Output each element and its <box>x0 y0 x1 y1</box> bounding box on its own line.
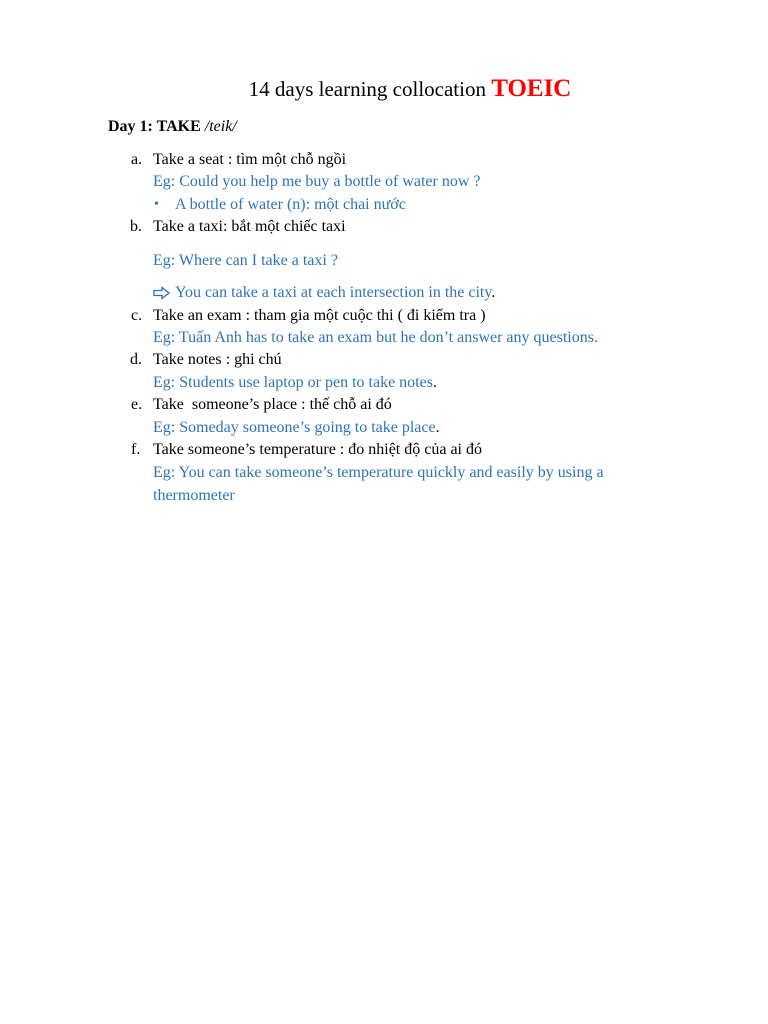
item-b-marker: b. <box>130 218 142 235</box>
day-heading-label: Day 1: TAKE <box>108 118 205 135</box>
item-f-example: Eg: You can take someone’s temperature quickly and easily by using a <box>153 464 604 481</box>
item-b-text: Take a taxi: bắt một chiếc taxi <box>153 218 346 235</box>
item-e-example-line <box>153 417 440 439</box>
page-title-main: 14 days learning collocation <box>248 77 492 101</box>
item-b-example: Eg: Where can I take a taxi ? <box>153 252 338 269</box>
item-e-example: Eg: Someday someone’s going to take place <box>153 419 436 436</box>
item-b-arrow-suffix: . <box>491 284 496 301</box>
item-d-example-suffix: . <box>432 374 437 391</box>
item-f-example-cont: thermometer <box>153 487 235 504</box>
item-b-arrow-text: You can take a taxi at each intersection in the city <box>175 284 492 301</box>
item-f-text: Take someone’s temperature : đo nhiệt độ của ai đó <box>153 441 482 458</box>
item-f-marker: f. <box>131 441 141 458</box>
item-d-example-line <box>153 372 437 394</box>
item-d-marker: d. <box>130 351 142 368</box>
item-a-marker: a. <box>131 151 143 168</box>
item-e-marker: e. <box>131 396 143 413</box>
page-title <box>0 74 768 104</box>
bullet-dot-icon: • <box>154 197 159 212</box>
item-c-marker: c. <box>131 307 143 324</box>
item-c-example: Eg: Tuấn Anh has to take an exam but he don’t answer any questions. <box>153 329 598 346</box>
page-title-accent: TOEIC <box>491 75 572 102</box>
item-a-text: Take a seat : tìm một chỗ ngồi <box>153 151 347 168</box>
day-heading <box>108 116 237 138</box>
item-a-example: Eg: Could you help me buy a bottle of water now ? <box>153 173 481 190</box>
item-d-example: Eg: Students use laptop or pen to take notes <box>153 374 433 391</box>
item-b-arrow-line <box>175 282 495 304</box>
hollow-right-arrow-icon <box>153 286 171 300</box>
item-e-example-suffix: . <box>435 419 440 436</box>
day-heading-ipa: /teik/ <box>204 118 237 135</box>
item-a-bullet: A bottle of water (n): một chai nước <box>175 196 406 213</box>
item-d-text: Take notes : ghi chú <box>153 351 282 368</box>
item-c-text: Take an exam : tham gia một cuộc thi ( đi kiểm tra ) <box>153 307 486 324</box>
item-e-text: Take someone’s place : thế chỗ ai đó <box>153 396 392 413</box>
